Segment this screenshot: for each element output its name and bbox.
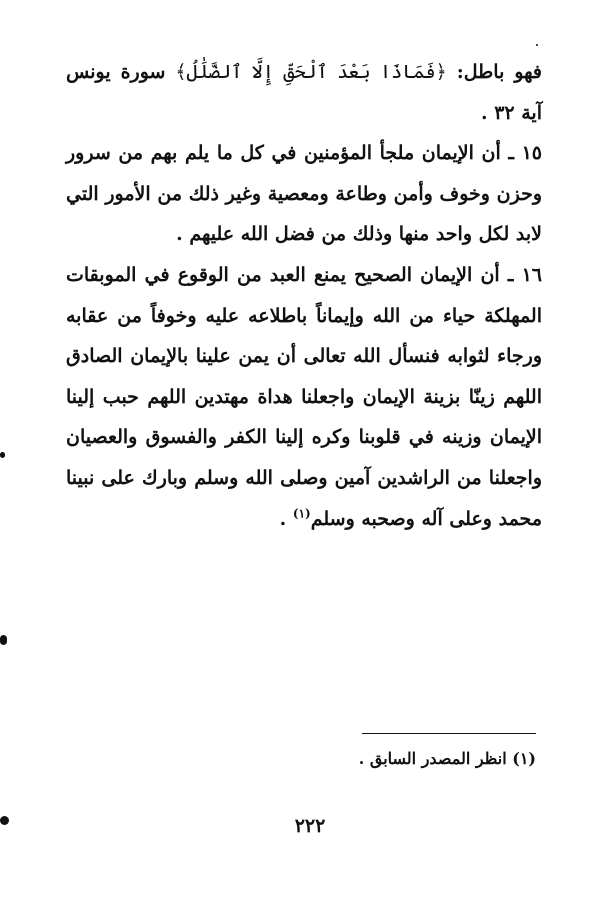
paragraph-intro bbox=[66, 52, 542, 133]
paragraph-16-end: . bbox=[279, 507, 293, 530]
scan-mark bbox=[0, 452, 5, 458]
paragraph-intro-rest: سورة يونس آية ٣٢ . bbox=[66, 61, 542, 124]
body-text bbox=[66, 52, 542, 539]
page-number: ٢٢٢ bbox=[294, 815, 326, 837]
paragraph-15: ١٥ ـ أن الإيمان ملجأ المؤمنين في كل ما يلم بهم من سرور وحزن وخوف وأمن وطاعة ومعصية وغير ذلك من الأمور التي لابد لكل واحد منها وذلك من فضل الله عليهم . bbox=[66, 142, 542, 246]
footnote-reference: (١) bbox=[292, 506, 311, 521]
paragraph-16-text: ١٦ ـ أن الإيمان الصحيح يمنع العبد من الوقوع في الموبقات المهلكة حياء من الله وإيماناً باطلاعه عليه وخوفاً من عقابه ورجاء لثوابه فنسأل الله تعالى أن يمن علينا بالإيمان الصادق اللهم زينّا بزينة الإيمان واجعلنا هداة مهتدين اللهم حبب إلينا الإيمان وزينه في قلوبنا وكره إلينا الكفر والفسوق والعصيان واجعلنا من الراشدين آمين وصلى الله وسلم وبارك على نبينا محمد وعلى آله وصحبه وسلم bbox=[66, 263, 542, 530]
footnote: (١) انظر المصدر السابق . bbox=[358, 749, 536, 768]
scan-mark bbox=[0, 816, 9, 825]
quran-verse: ﴿فَمَاذَا بَعْدَ ٱلْحَقِّ إِلَّا ٱلضَّلَٰلُ﴾ bbox=[175, 61, 447, 83]
paragraph-intro-lead: فهو باطل: bbox=[446, 61, 542, 83]
paragraph-16 bbox=[66, 255, 542, 539]
footnote-divider bbox=[362, 733, 536, 734]
scan-mark bbox=[536, 44, 538, 46]
scan-mark bbox=[0, 635, 7, 645]
